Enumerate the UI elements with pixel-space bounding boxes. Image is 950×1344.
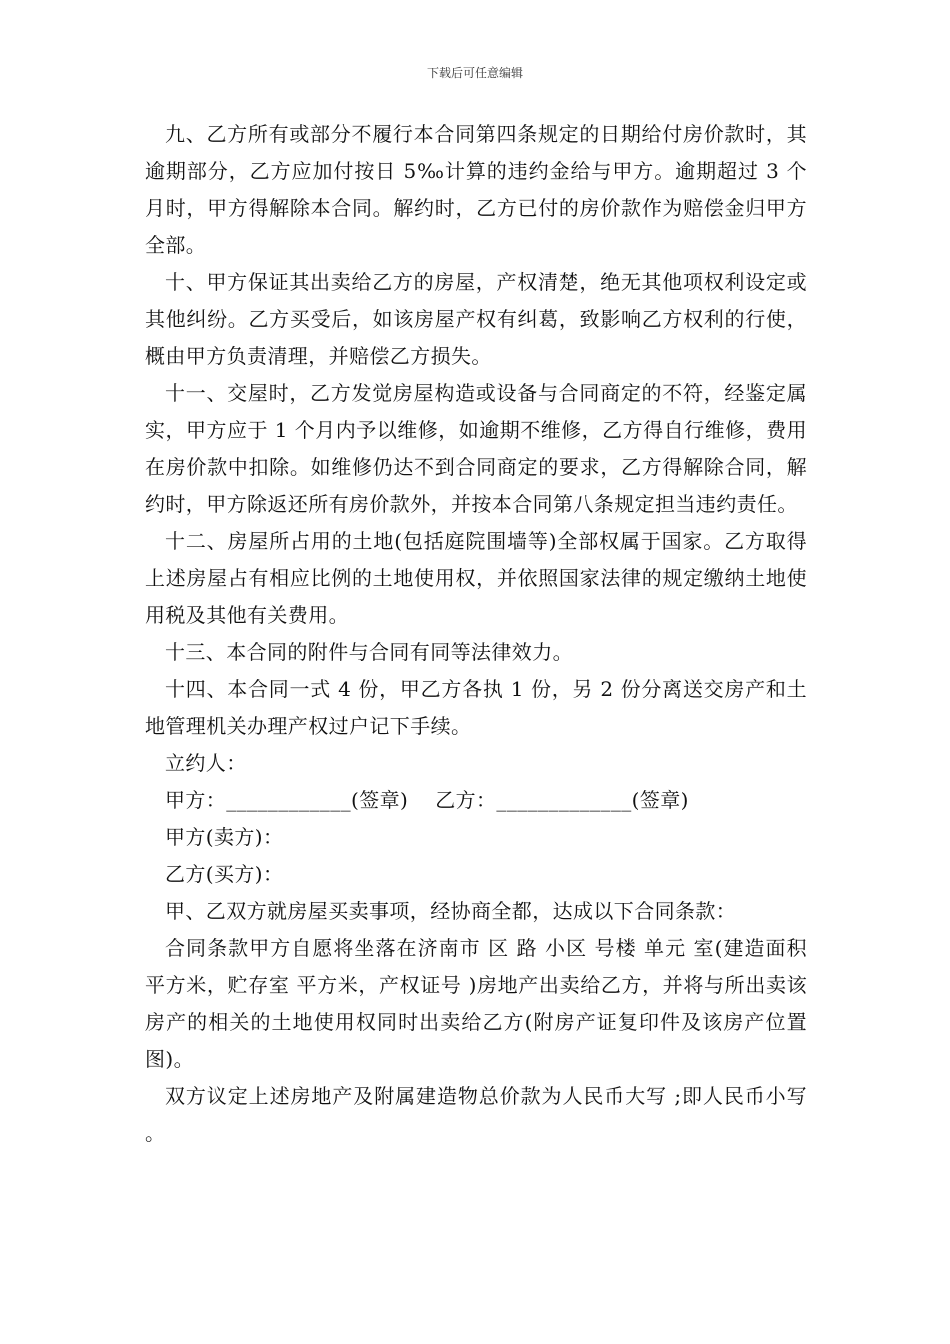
property-clause: 合同条款甲方自愿将坐落在济南市 区 路 小区 号楼 单元 室(建造面积 平方米，贮存室 平方米，产权证号 )房地产出卖给乙方，并将与所出卖该房产的相关的土地使用权同时出卖给乙方(附房产证复印件及该房产位置图)。	[145, 936, 814, 1071]
clause-11: 十一、交屋时，乙方发觉房屋构造或设备与合同商定的不符，经鉴定属实，甲方应于 1 个月内予以维修，如逾期不维修，乙方得自行维修，费用在房价款中扣除。如维修仍达不到合同商定的要求，乙方得解除合同，解约时，甲方除返还所有房价款外，并按本合同第八条规定担当违约责任。	[145, 381, 807, 516]
agreement-intro: 甲、乙双方就房屋买卖事项，经协商全都，达成以下合同条款：	[165, 899, 737, 923]
clause-10: 十、甲方保证其出卖给乙方的房屋，产权清楚，绝无其他项权利设定或其他纠纷。乙方买受后，如该房屋产权有纠葛，致影响乙方权利的行使，概由甲方负责清理，并赔偿乙方损失。	[145, 270, 807, 368]
signature-line: 甲方：____________(签章) 乙方：_____________(签章)	[165, 788, 689, 812]
clause-13: 十三、本合同的附件与合同有同等法律效力。	[165, 640, 573, 664]
clause-9: 九、乙方所有或部分不履行本合同第四条规定的日期给付房价款时，其逾期部分，乙方应加付按日 5‰计算的违约金给与甲方。逾期超过 3 个月时，甲方得解除本合同。解约时，乙方已付的房价款作为赔偿金归甲方全部。	[145, 122, 807, 257]
signatories-label: 立约人：	[165, 751, 247, 775]
party-a-seller: 甲方(卖方)：	[165, 825, 284, 849]
clause-14: 十四、本合同一式 4 份，甲乙方各执 1 份，另 2 份分离送交房产和土地管理机关办理产权过户记下手续。	[145, 677, 807, 738]
party-b-buyer: 乙方(买方)：	[165, 862, 284, 886]
clause-12: 十二、房屋所占用的土地(包括庭院围墙等)全部权属于国家。乙方取得上述房屋占有相应比例的土地使用权，并依照国家法律的规定缴纳土地使用税及其他有关费用。	[145, 529, 807, 627]
page-header: 下载后可任意编辑	[426, 66, 523, 80]
document-body	[145, 116, 814, 1152]
price-clause: 双方议定上述房地产及附属建造物总价款为人民币大写 ;即人民币小写 。	[145, 1084, 814, 1145]
